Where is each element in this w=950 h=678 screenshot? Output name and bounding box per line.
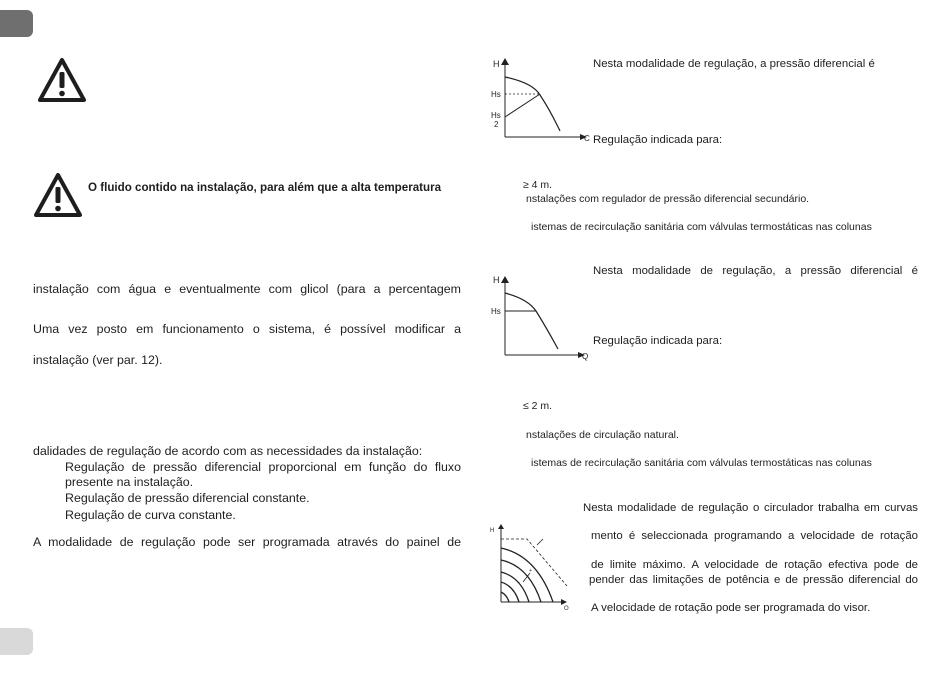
svg-text:+: + [529, 568, 532, 574]
section2-indicated: Regulação indicada para: [593, 335, 723, 347]
section3-line: mento é seleccionada programando a velocidade de rotação [591, 530, 918, 542]
mode-item: presente na instalação. [65, 475, 194, 489]
mode-item: Regulação de curva constante. [65, 508, 236, 522]
warning-icon [33, 172, 83, 218]
section2-intro: Nesta modalidade de regulação, a pressão diferencial é [593, 265, 918, 277]
section3-line: Nesta modalidade de regulação o circulador trabalha em curvas [583, 502, 918, 514]
section3-line: de limite máximo. A velocidade de rotação efectiva pode de [591, 559, 918, 571]
constant-curve-graph [487, 520, 577, 610]
axis-label-q: Q [582, 352, 589, 361]
modes-intro: dalidades de regulação de acordo com as necessidades da instalação: [33, 444, 423, 458]
warning-icon [37, 57, 87, 103]
warning2-text: O fluido contido na instalação, para além que a alta temperatura [88, 181, 442, 194]
mode-item: Regulação de pressão diferencial proporcional em função do fluxo [65, 460, 461, 474]
axis-label-h: H [493, 275, 500, 285]
paragraph-operation: Uma vez posto em funcionamento o sistema, é possível modificar a [33, 322, 461, 336]
axis-label-q: C [584, 134, 590, 143]
paragraph-panel: A modalidade de regulação pode ser programada através do painel de [33, 535, 461, 549]
section1-item: istemas de recirculação sanitária com válvulas termostáticas nas colunas [531, 221, 872, 233]
axis-label-h: H [493, 59, 500, 69]
section2-item: nstalações de circulação natural. [526, 429, 679, 441]
section1-intro: Nesta modalidade de regulação, a pressão diferencial é [593, 58, 875, 70]
axis-label-q: Q [564, 606, 569, 610]
constant-pressure-graph [488, 273, 598, 363]
axis-label-h: H [490, 528, 495, 534]
section3-line: A velocidade de rotação pode ser programada do visor. [591, 602, 871, 614]
axis-label-hs: Hs [491, 307, 501, 316]
page-tab-bottom [0, 628, 33, 655]
axis-label-hs2-denom: 2 [494, 120, 499, 129]
section1-indicated: Regulação indicada para: [593, 134, 723, 146]
proportional-pressure-graph [488, 55, 598, 145]
mode-item: Regulação de pressão diferencial constante. [65, 491, 310, 505]
page-tab-top [0, 10, 33, 37]
axis-label-hs2: Hs [491, 111, 501, 120]
paragraph-fluid: instalação com água e eventualmente com glicol (para a percentagem [33, 282, 461, 296]
section1-item: nstalações com regulador de pressão diferencial secundário. [526, 193, 810, 205]
section1-item: ≥ 4 m. [523, 179, 553, 191]
section3-line: pender das limitações de potência e de pressão diferencial do [589, 574, 918, 586]
svg-text:−: − [517, 580, 520, 586]
section2-item: istemas de recirculação sanitária com válvulas termostáticas nas colunas [531, 457, 872, 469]
axis-label-hs: Hs [491, 90, 501, 99]
paragraph-operation-cont: instalação (ver par. 12). [33, 353, 163, 367]
section2-item: ≤ 2 m. [523, 400, 553, 412]
